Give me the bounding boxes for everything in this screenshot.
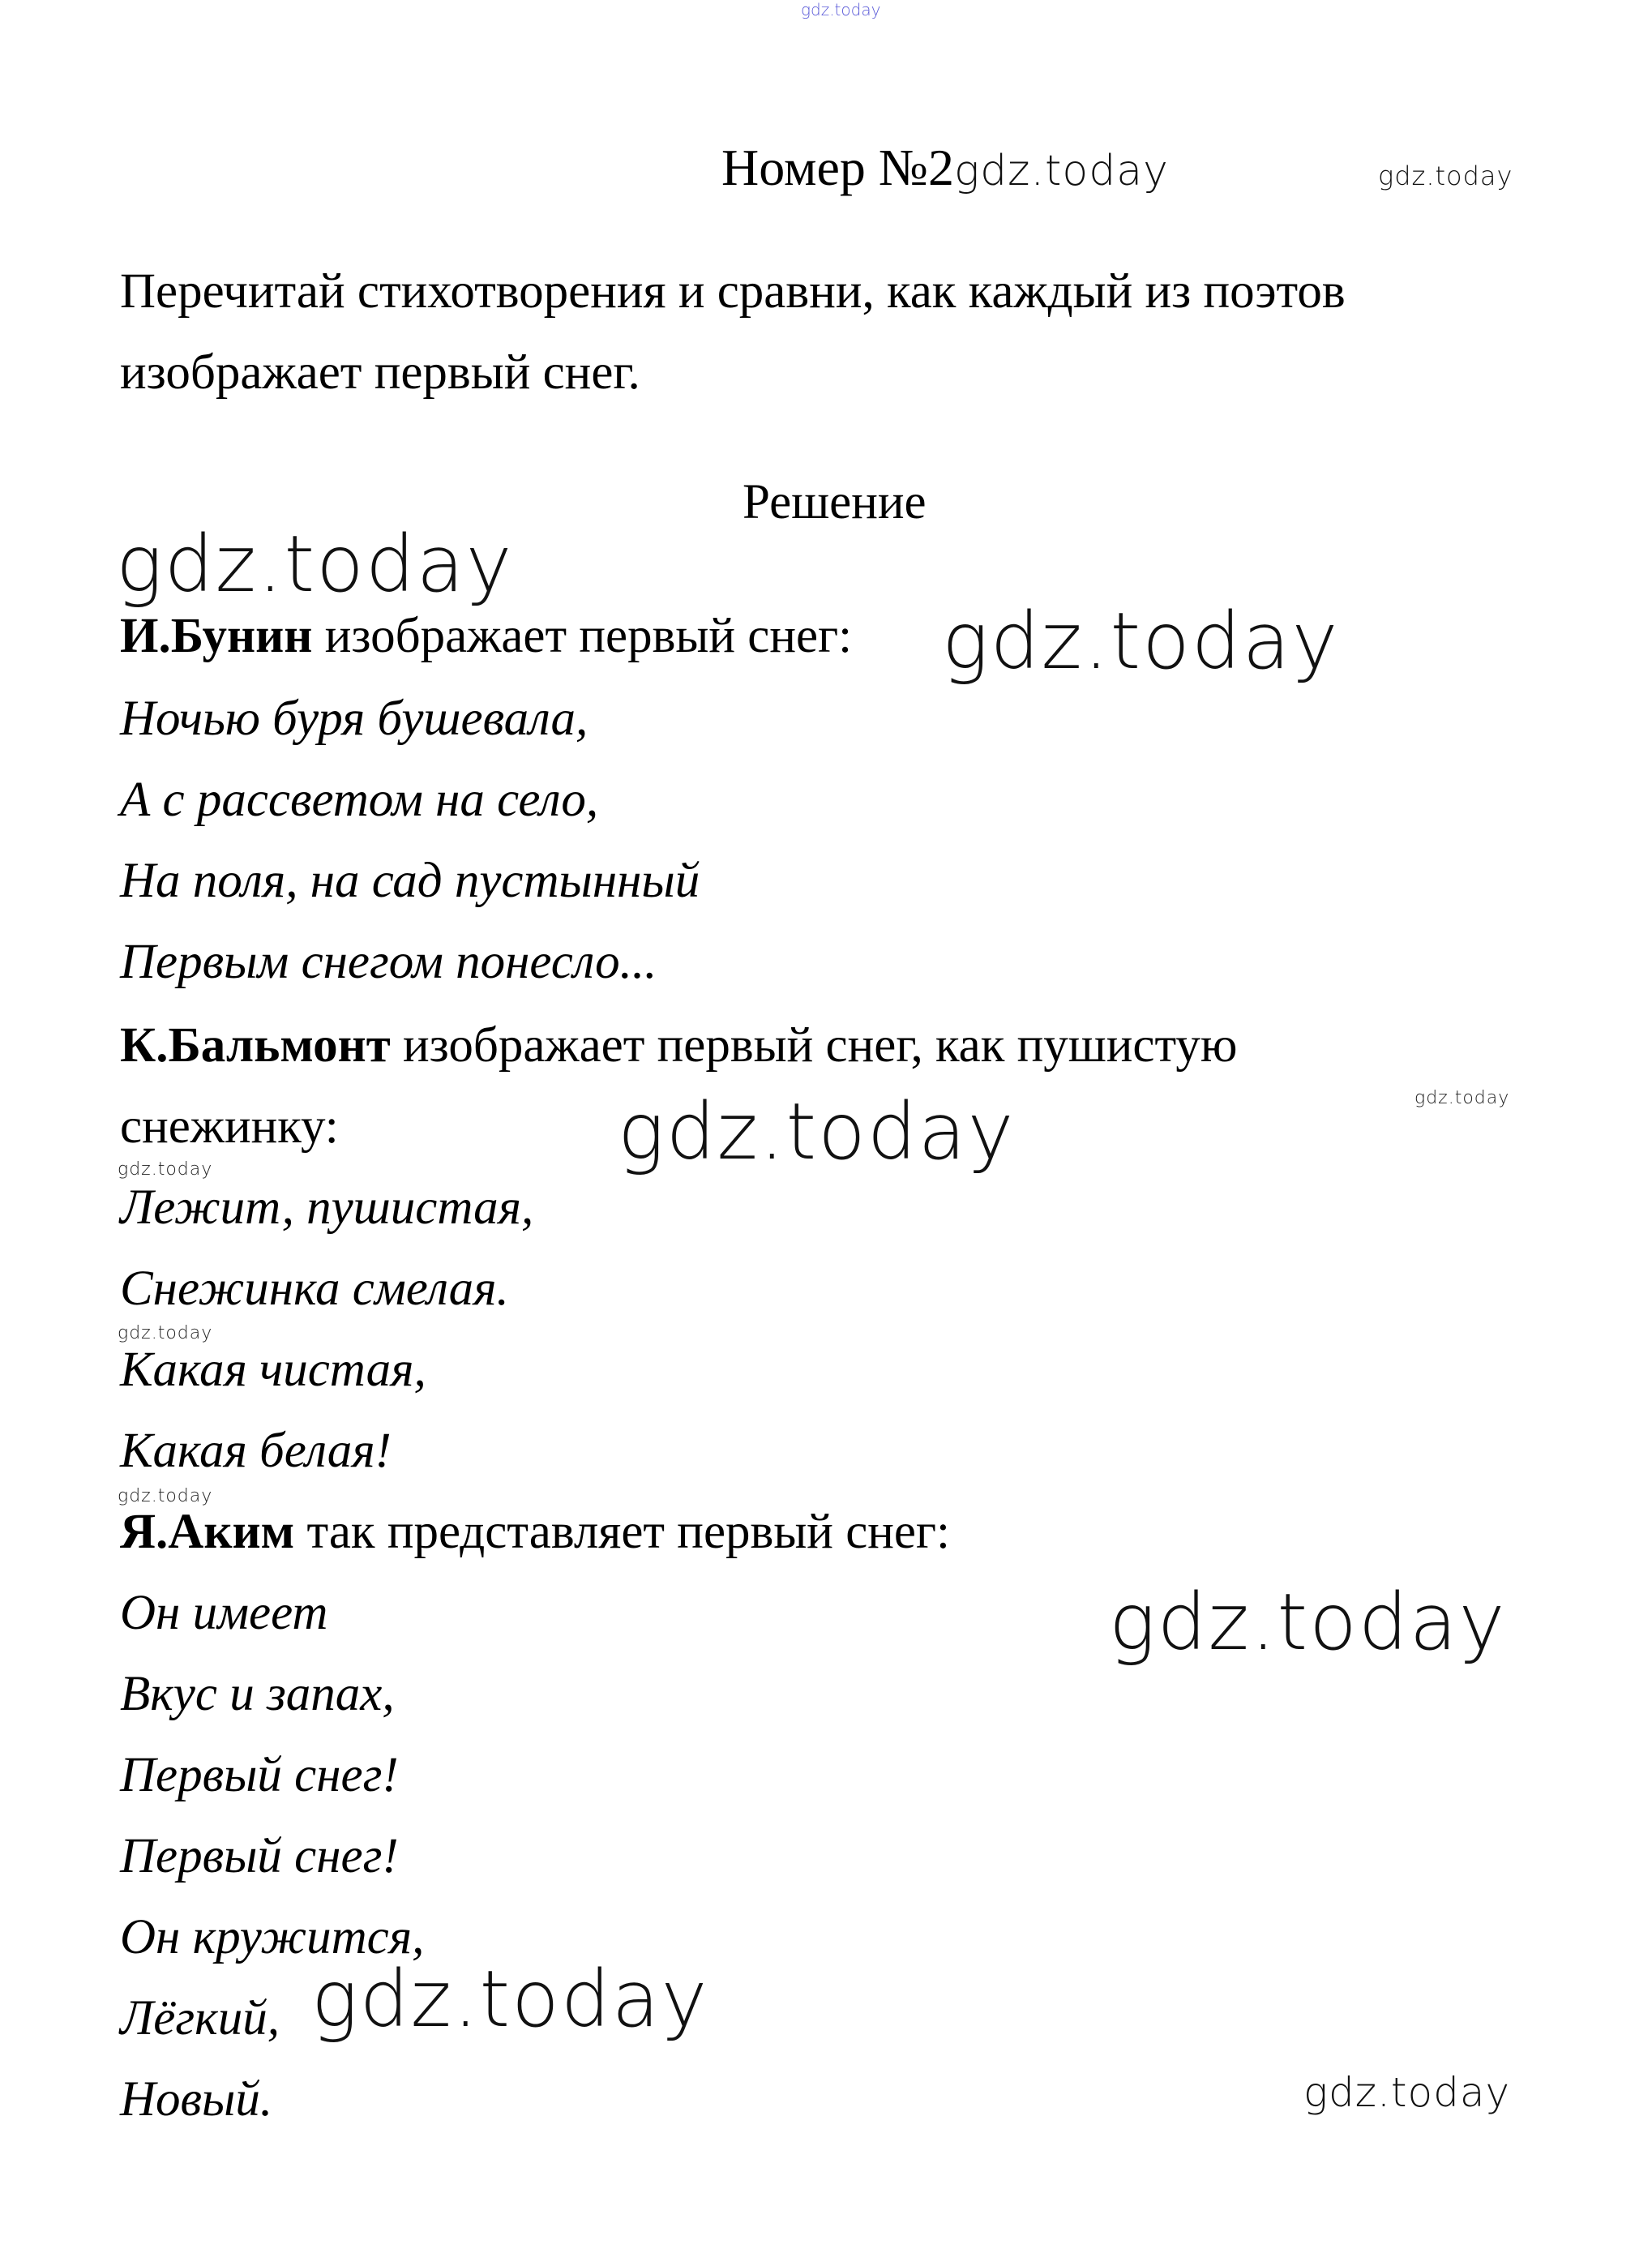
akim-line-1: Он имеет	[120, 1586, 328, 1640]
watermark-big-1: gdz.today	[116, 519, 514, 610]
akim-line-4: Первый снег!	[120, 1829, 399, 1883]
task-line-2: изображает первый снег.	[120, 345, 640, 400]
balmont-intro-line-2: снежинку:	[120, 1099, 339, 1154]
bunin-intro-text: изображает первый снег:	[312, 609, 853, 663]
watermark-bottom-right: gdz.today	[1303, 2069, 1511, 2116]
task-line-1: Перечитай стихотворения и сравни, как каждый из поэтов	[120, 264, 1346, 319]
bunin-line-3: На поля, на сад пустынный	[120, 854, 700, 908]
page-title	[721, 138, 1169, 198]
balmont-intro-text: изображает первый снег, как пушистую	[390, 1018, 1238, 1073]
watermark-big-2: gdz.today	[942, 596, 1340, 687]
title-watermark: gdz.today	[953, 147, 1169, 195]
bunin-line-1: Ночью буря бушевала,	[120, 692, 588, 746]
akim-line-2: Вкус и запах,	[120, 1667, 395, 1721]
bunin-line-4: Первым снегом понесло...	[120, 935, 657, 989]
balmont-line-3: Какая чистая,	[120, 1343, 426, 1397]
title-text: Номер №2	[721, 139, 954, 196]
akim-line-6: Лёгкий,	[120, 1991, 280, 2045]
akim-author: Я.Аким	[120, 1505, 295, 1559]
akim-intro-text: так представляет первый снег:	[294, 1505, 950, 1559]
akim-line-7: Новый.	[120, 2072, 273, 2127]
watermark-big-3: gdz.today	[618, 1086, 1016, 1177]
balmont-intro	[120, 1017, 1237, 1074]
bunin-line-2: А с рассветом на село,	[120, 773, 599, 827]
watermark-tiny-2: gdz.today	[118, 1159, 213, 1180]
bunin-author: И.Бунин	[120, 609, 313, 663]
watermark-big-5: gdz.today	[311, 1954, 709, 2045]
balmont-line-4: Какая белая!	[120, 1424, 392, 1478]
watermark-tiny-1: gdz.today	[1414, 1088, 1510, 1108]
akim-intro	[120, 1504, 950, 1561]
watermark-big-4: gdz.today	[1109, 1577, 1507, 1668]
bunin-intro	[120, 608, 852, 665]
watermark-title-right: gdz.today	[1378, 161, 1513, 191]
watermark-tiny-3: gdz.today	[118, 1323, 213, 1343]
balmont-line-2: Снежинка смелая.	[120, 1262, 509, 1316]
watermark-top: gdz.today	[801, 0, 881, 19]
balmont-author: К.Бальмонт	[120, 1018, 391, 1073]
solution-heading: Решение	[743, 475, 927, 529]
watermark-tiny-4: gdz.today	[118, 1486, 213, 1506]
akim-line-5: Он кружится,	[120, 1910, 425, 1964]
balmont-line-1: Лежит, пушистая,	[120, 1180, 534, 1235]
akim-line-3: Первый снег!	[120, 1748, 399, 1802]
